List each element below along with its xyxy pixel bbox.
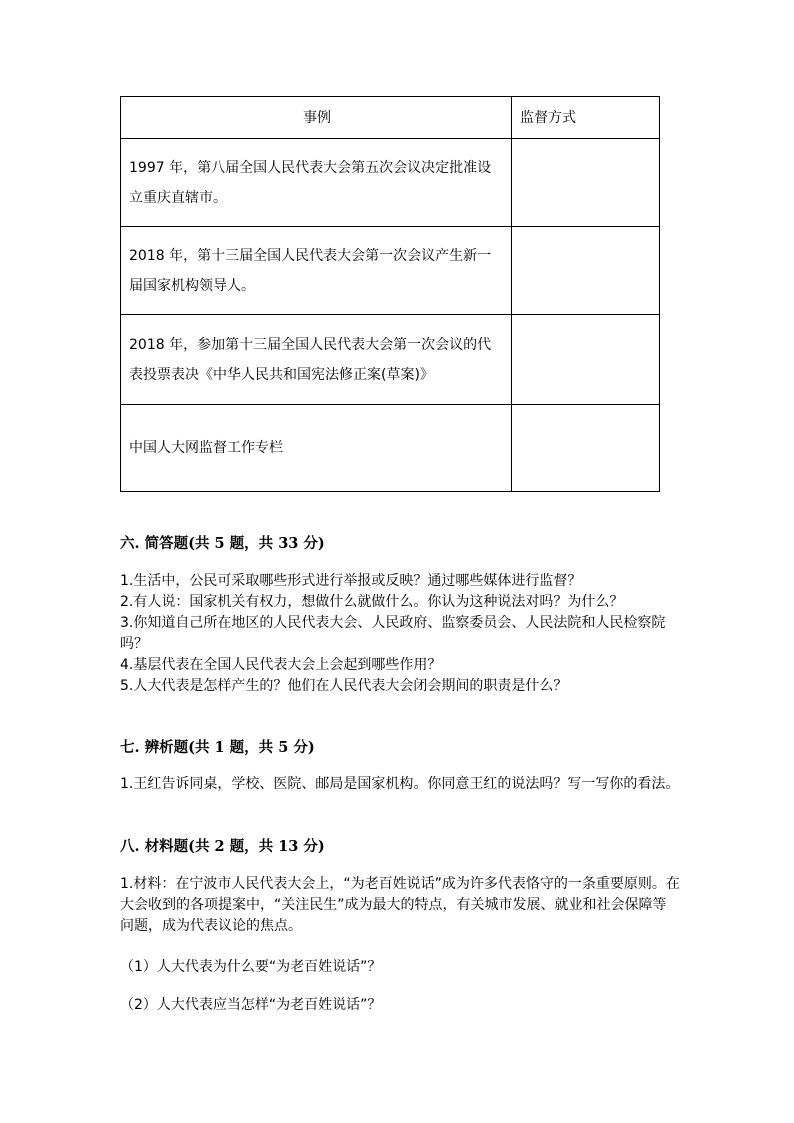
table-row [121,227,660,315]
column-header-method: 监督方式 [512,97,660,139]
example-cell: 2018 年，第十三届全国人民代表大会第一次会议产生新一届国家机构领导人。 [121,227,512,315]
example-cell: 1997 年，第八届全国人民代表大会第五次会议决定批准设立重庆直辖市。 [121,139,512,227]
examples-table [120,96,660,492]
question-item: 1.王红告诉同桌，学校、医院、邮局是国家机构。你同意王红的说法吗？写一写你的看法。 [120,776,680,792]
section-8-subquestion-2: （2）人大代表应当怎样“为老百姓说话”？ [120,997,382,1013]
method-cell [512,139,660,227]
section-6-questions [120,571,680,697]
method-cell [512,405,660,492]
method-cell [512,227,660,315]
table-header-row [121,97,660,139]
table-row [121,139,660,227]
method-cell [512,315,660,405]
question-item: 5.人大代表是怎样产生的？他们在人民代表大会闭会期间的职责是什么？ [120,678,568,694]
column-header-example: 事例 [121,97,512,139]
question-item: 2.有人说：国家机关有权力，想做什么就做什么。你认为这种说法对吗？为什么？ [120,594,624,610]
question-item: 1.生活中，公民可采取哪些形式进行举报或反映？通过哪些媒体进行监督？ [120,573,582,589]
section-7-questions [120,774,680,795]
section-7-title: 七. 辨析题(共 1 题，共 5 分) [120,739,315,756]
table-row [121,405,660,492]
section-8-title: 八. 材料题(共 2 题，共 13 分) [120,838,325,855]
section-8-material: 1.材料：在宁波市人民代表大会上，“为老百姓说话”成为许多代表恪守的一条重要原则。在大会收到的各项提案中，“关注民生”成为最大的特点，有关城市发展、就业和社会保障等问题，成为代表议论的焦点。 [120,876,680,934]
section-8-subquestion-1: （1）人大代表为什么要“为老百姓说话”？ [120,959,382,975]
example-cell: 中国人大网监督工作专栏 [121,405,512,492]
question-item: 3.你知道自己所在地区的人民代表大会、人民政府、监察委员会、人民法院和人民检察院吗？ [120,615,666,652]
section-6-title: 六. 简答题(共 5 题，共 33 分) [120,535,325,552]
table-row [121,315,660,405]
question-item: 4.基层代表在全国人民代表大会上会起到哪些作用？ [120,657,442,673]
example-cell: 2018 年，参加第十三届全国人民代表大会第一次会议的代表投票表决《中华人民共和国宪法修正案(草案)》 [121,315,512,405]
